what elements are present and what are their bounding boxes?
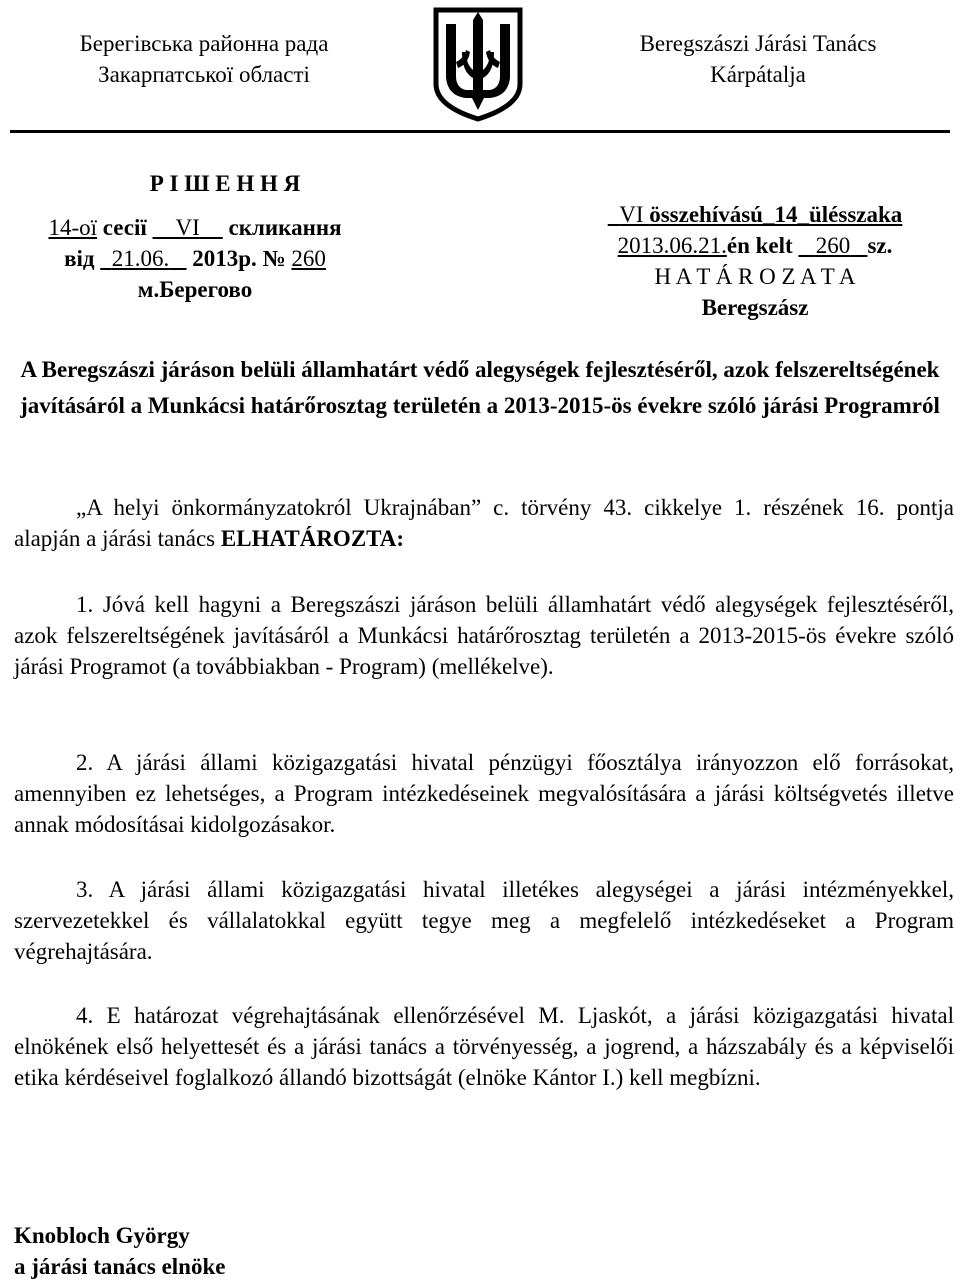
- signatory-role: a járási tanács elnöke: [14, 1254, 226, 1279]
- decides-word: ELHATÁROZTA:: [220, 526, 405, 551]
- convocation-line-hu: [560, 199, 950, 230]
- header-left: [30, 28, 378, 90]
- year-ua: 2013р. №: [192, 246, 286, 271]
- number-hu: 260: [815, 233, 851, 258]
- decision-heading-hu: H A T Á R O Z A T A: [654, 264, 856, 289]
- council-name-hu: Beregszászi Járási Tanács: [639, 31, 877, 56]
- point-1-text: 1. Jóvá kell hagyni a Beregszászi járáson belüli államhatárt védő alegységek fejlesztéséről, azok felszereltségének javításáról a Munkácsi határőrosztag területén a 2013-2015-ös évekre szóló járási Programot (a továbbiakban - Program) (mellékelve).: [14, 592, 954, 679]
- convocation-text-hu: összehívású_14_ülésszaka: [649, 202, 903, 227]
- place-ua: м.Берегово: [137, 277, 253, 302]
- date-line-ua: [20, 243, 370, 274]
- session-number-ua: 14-ої: [48, 215, 98, 240]
- convocation-hu: VI: [619, 202, 644, 227]
- kelt-word-hu: én kelt: [726, 233, 793, 258]
- from-word-ua: від: [64, 246, 95, 271]
- point-3: [14, 874, 954, 967]
- date-ua: 21.06.: [111, 246, 170, 271]
- decision-block-ua: [20, 168, 370, 305]
- date-hu: 2013.06.21.: [617, 233, 727, 258]
- signature-block: [14, 1220, 225, 1282]
- point-1: [14, 589, 954, 682]
- place-hu: Beregszász: [701, 295, 809, 320]
- decision-heading-ua: Р І Ш Е Н Н Я: [149, 171, 301, 196]
- preamble-text: „A helyi önkormányzatokról Ukrajnában” c. törvény 43. cikkelye 1. részének 16. pontja alapján a járási tanács: [14, 495, 954, 551]
- session-line-ua: [20, 212, 370, 243]
- header-divider: [10, 130, 950, 133]
- ukraine-trident-emblem-icon: [432, 6, 524, 122]
- convocation-ua: VI: [175, 215, 200, 240]
- session-word-ua: сесії: [102, 215, 147, 240]
- decision-block-hu: [560, 199, 950, 323]
- preamble: [14, 492, 954, 554]
- region-name-ua: Закарпатської області: [98, 62, 310, 87]
- document-title: A Beregszászi járáson belüli államhatárt védő alegységek fejlesztéséről, azok felszereltségének javításáról a Munkácsi határőrosztag területén a 2013-2015-ös évekre szóló járási Programról: [20, 357, 940, 418]
- point-2: [14, 747, 954, 840]
- signatory-name: Knobloch György: [14, 1223, 190, 1248]
- date-line-hu: [560, 230, 950, 261]
- point-3-text: 3. A járási állami közigazgatási hivatal illetékes alegységei a járási intézményekkel, szervezetekkel és vállalatokkal együtt tegye meg a megfelelő intézkedéseket a Program végrehajtására.: [14, 877, 954, 964]
- point-4: [14, 1000, 954, 1093]
- number-ua: 260: [291, 246, 326, 271]
- region-name-hu: Kárpátalja: [710, 62, 806, 87]
- sz-word-hu: sz.: [867, 233, 893, 258]
- council-name-ua: Берегівська районна рада: [79, 31, 329, 56]
- point-4-text: 4. E határozat végrehajtásának ellenőrzésével M. Ljaskót, a járási közigazgatási hivatal elnökének első helyettesét és a járási tanács a törvényesség, a jogrend, a házszabály és a képviselői etika kérdéseivel foglalkozó állandó bizottságát (elnöke Kántor I.) kell megbízni.: [14, 1003, 954, 1090]
- convocation-word-ua: скликання: [228, 215, 342, 240]
- header-right: [590, 28, 926, 90]
- point-2-text: 2. A járási állami közigazgatási hivatal pénzügyi főosztálya irányozzon elő forrásokat, amennyiben ez lehetséges, a Program intézkedéseinek megvalósítására a járási költségvetés illetve annak módosításai kidolgozásakor.: [14, 750, 954, 837]
